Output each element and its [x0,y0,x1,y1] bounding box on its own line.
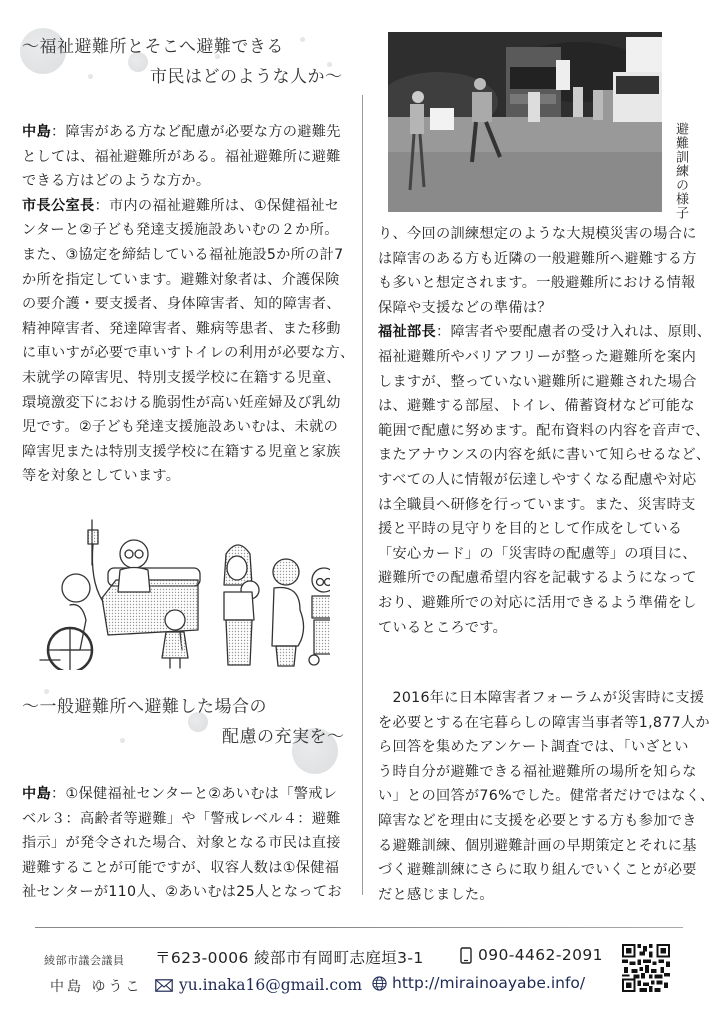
speaker-nakajima: 中島 [22,786,51,802]
section1-heading-line1: ～福祉避難所とそこへ避難できる [22,37,284,57]
speaker-nakajima: 中島 [22,124,51,140]
envelope-icon [155,979,173,992]
evacuation-drill-photo [388,32,662,212]
answer-line: 福祉部長：障害者や要配慮者の受け入れは、原則、 [378,324,712,341]
footer-website-link[interactable] [372,974,585,992]
globe-icon [372,976,387,991]
decorative-bubble [88,74,93,79]
section2-question-right: り、今回の訓練想定のような大規模災害の場合に は障害のある方も近隣の一般避難所へ避難する方 も多いと想定されます。一般避難所における情報 保障や支援などの準備は？ 福祉部長：障害者や要配慮者の受け入れは、原則、 福祉避難所やバリアフリーが整った避難所を案内 しますが、整っていない避難所に避難された場合 は、避難する部屋、トイレ、備蓄資材など可能な 範囲で配慮に努めます。配布資料の内容を音声で、 またアナウンスの内容を紙に書いて知らせるなど、 すべての人に情報が伝達しやすくなる配慮や対応 は全職員へ研修を行っています。また、災害時支 援と平時の見守りを目的として作成をしている 「安心カード」の「災害時の配慮等」の項目に、 避難所での配慮希望内容を記載するようになって おり、避難所での対応に活用できるよう準備をし ているところです。 [378,222,718,640]
answer-line: 市長公室長：市内の福祉避難所は、①保健福祉セ [22,197,340,214]
footer-divider [35,927,313,928]
qr-code[interactable] [622,944,670,992]
closing-paragraph: 2016年に日本障害者フォーラムが災害時に支援 を必要とする在宅暮らしの障害当事者等1,877人か ら回答を集めたアンケート調査では、「いざとい う時自分が避難できる福祉避難所の場所を知らな い」との回答が76%でした。健常者だけではなく、 障害などを理由に支援を必要とする方も参加でき る避難訓練、個別避難計画の早期策定とそれに基 づく避難訓練にさらに取り組んでいくことが必要 だと感じました。 [378,690,715,903]
section2-heading-line2: 配慮の充実を～ [222,727,345,747]
section1-heading-line2: 市民はどのような人か～ [150,67,343,87]
footer-council-title: 綾部市議会議員 [44,954,125,967]
section2-question-left: 中島：①保健福祉センターと②あいむは「警戒レ ベル３：高齢者等避難」や「警戒レベル４：避難 指示」が発令された場合、対象となる市民は直接 避難することが可能ですが、収容人数は①保健福 祉センターが110人、②あいむは25人となってお [22,786,342,901]
phone-number: 090-4462-2091 [478,946,603,964]
footer-phone[interactable] [460,946,603,964]
column-divider [362,95,363,895]
speaker-mayor-office-chief: 市長公室長 [22,197,95,214]
section2-heading-line1: ～一般避難所へ避難した場合の [22,697,267,717]
question-line: 中島：障害がある方など配慮が必要な方の避難先 [22,124,341,140]
section1-body: 中島：障害がある方など配慮が必要な方の避難先 としては、福祉避難所がある。福祉避難所に避難 できる方はどのような方か。 市長公室長：市内の福祉避難所は、①保健福祉セ ンターと②子ども発達支援施設あいむの２か所。 また、③協定を締結している福祉施設5か所の計7 か所を指定しています。避難対象者は、介護保険 の要介護・要支援者、身体障害者、知的障害者、 精神障害者、発達障害者、難病等患者、また移動 に車いすが必要で車いすトイレの利用が必要な方、 未就学の障害児、特別支援学校に在籍する児童、 環境激変下における脆弱性が高い妊産婦及び乳幼 児です。②子ども発達支援施設あいむは、未就の 障害児または特別支援学校に在籍する児童と家族 等を対象としています。 [22,120,357,489]
people-needing-care-illustration [30,510,330,670]
decorative-bubble [120,738,125,743]
website-url: http://mirainoayabe.info/ [392,974,586,992]
email-address: yu.inaka16@gmail.com [179,976,363,994]
footer-address: 〒623-0006 綾部市有岡町志庭垣3-1 [155,949,424,967]
footer-email[interactable] [155,976,362,994]
footer-divider [313,927,683,928]
decorative-bubble [300,37,305,42]
speaker-welfare-director: 福祉部長 [378,324,436,341]
footer-member-name: 中島 ゆうこ [50,979,143,995]
mobile-phone-icon [460,947,472,964]
photo-caption: 避難訓練の様子 [673,122,688,220]
